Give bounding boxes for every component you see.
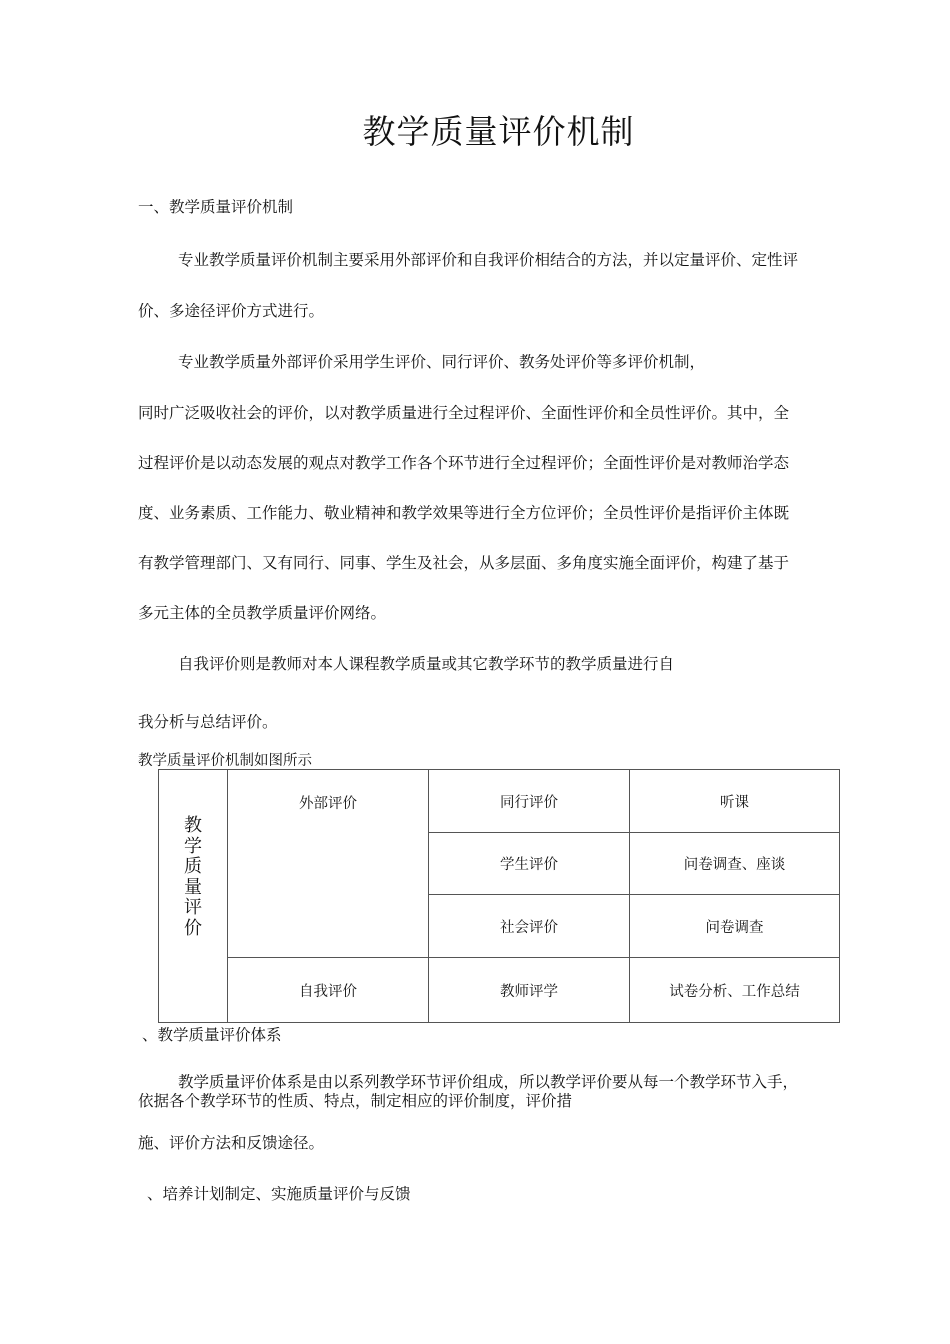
section-heading-3: 、培养计划制定、实施质量评价与反馈 xyxy=(147,1185,411,1203)
paragraph-line: 过程评价是以动态发展的观点对教学工作各个环节进行全过程评价；全面性评价是对教师治学态 xyxy=(138,454,790,472)
self-evaluation-cell: 自我评价 xyxy=(228,958,429,1023)
paragraph-line: 施、评价方法和反馈途径。 xyxy=(138,1134,325,1152)
table-cell-method: 试卷分析、工作总结 xyxy=(630,958,840,1023)
page-title: 教学质量评价机制 xyxy=(362,112,635,151)
paragraph-line: 我分析与总结评价。 xyxy=(138,713,278,731)
table-cell-type: 社会评价 xyxy=(429,895,630,958)
table-cell-method: 问卷调查、座谈 xyxy=(630,833,840,895)
paragraph-line: 专业教学质量评价机制主要采用外部评价和自我评价相结合的方法，并以定量评价、定性评 xyxy=(178,251,799,269)
table-cell-method: 问卷调查 xyxy=(630,895,840,958)
paragraph-line: 多元主体的全员教学质量评价网络。 xyxy=(138,604,387,622)
section-heading-1: 一、教学质量评价机制 xyxy=(138,198,294,216)
table-cell-type: 同行评价 xyxy=(429,770,630,833)
paragraph-line: 依据各个教学环节的性质、特点，制定相应的评价制度，评价措 xyxy=(138,1092,573,1110)
paragraph-line: 价、多途径评价方式进行。 xyxy=(138,302,325,320)
paragraph-line: 专业教学质量外部评价采用学生评价、同行评价、教务处评价等多评价机制， xyxy=(178,353,706,371)
paragraph-line: 教学质量评价体系是由以系列教学环节评价组成，所以教学评价要从每一个教学环节入手， xyxy=(178,1073,799,1091)
paragraph-line: 自我评价则是教师对本人课程教学质量或其它教学环节的教学质量进行自 xyxy=(178,655,675,673)
paragraph-line: 有教学管理部门、又有同行、同事、学生及社会，从多层面、多角度实施全面评价，构建了基于 xyxy=(138,554,790,572)
section-heading-2: 、教学质量评价体系 xyxy=(142,1026,282,1044)
paragraph-line: 同时广泛吸收社会的评价，以对教学质量进行全过程评价、全面性评价和全员性评价。其中，全 xyxy=(138,404,790,422)
table-root-label: 教学质量评价 xyxy=(184,815,202,939)
external-evaluation-cell: 外部评价 xyxy=(228,770,429,958)
paragraph-line: 度、业务素质、工作能力、敬业精神和教学效果等进行全方位评价；全员性评价是指评价主体既 xyxy=(138,504,790,522)
evaluation-mechanism-table xyxy=(158,769,840,1023)
table-caption: 教学质量评价机制如图所示 xyxy=(138,753,312,769)
table-cell-type: 学生评价 xyxy=(429,833,630,895)
table-cell-type: 教师评学 xyxy=(429,958,630,1023)
table-cell-method: 听课 xyxy=(630,770,840,833)
table-root-cell xyxy=(159,770,228,1023)
